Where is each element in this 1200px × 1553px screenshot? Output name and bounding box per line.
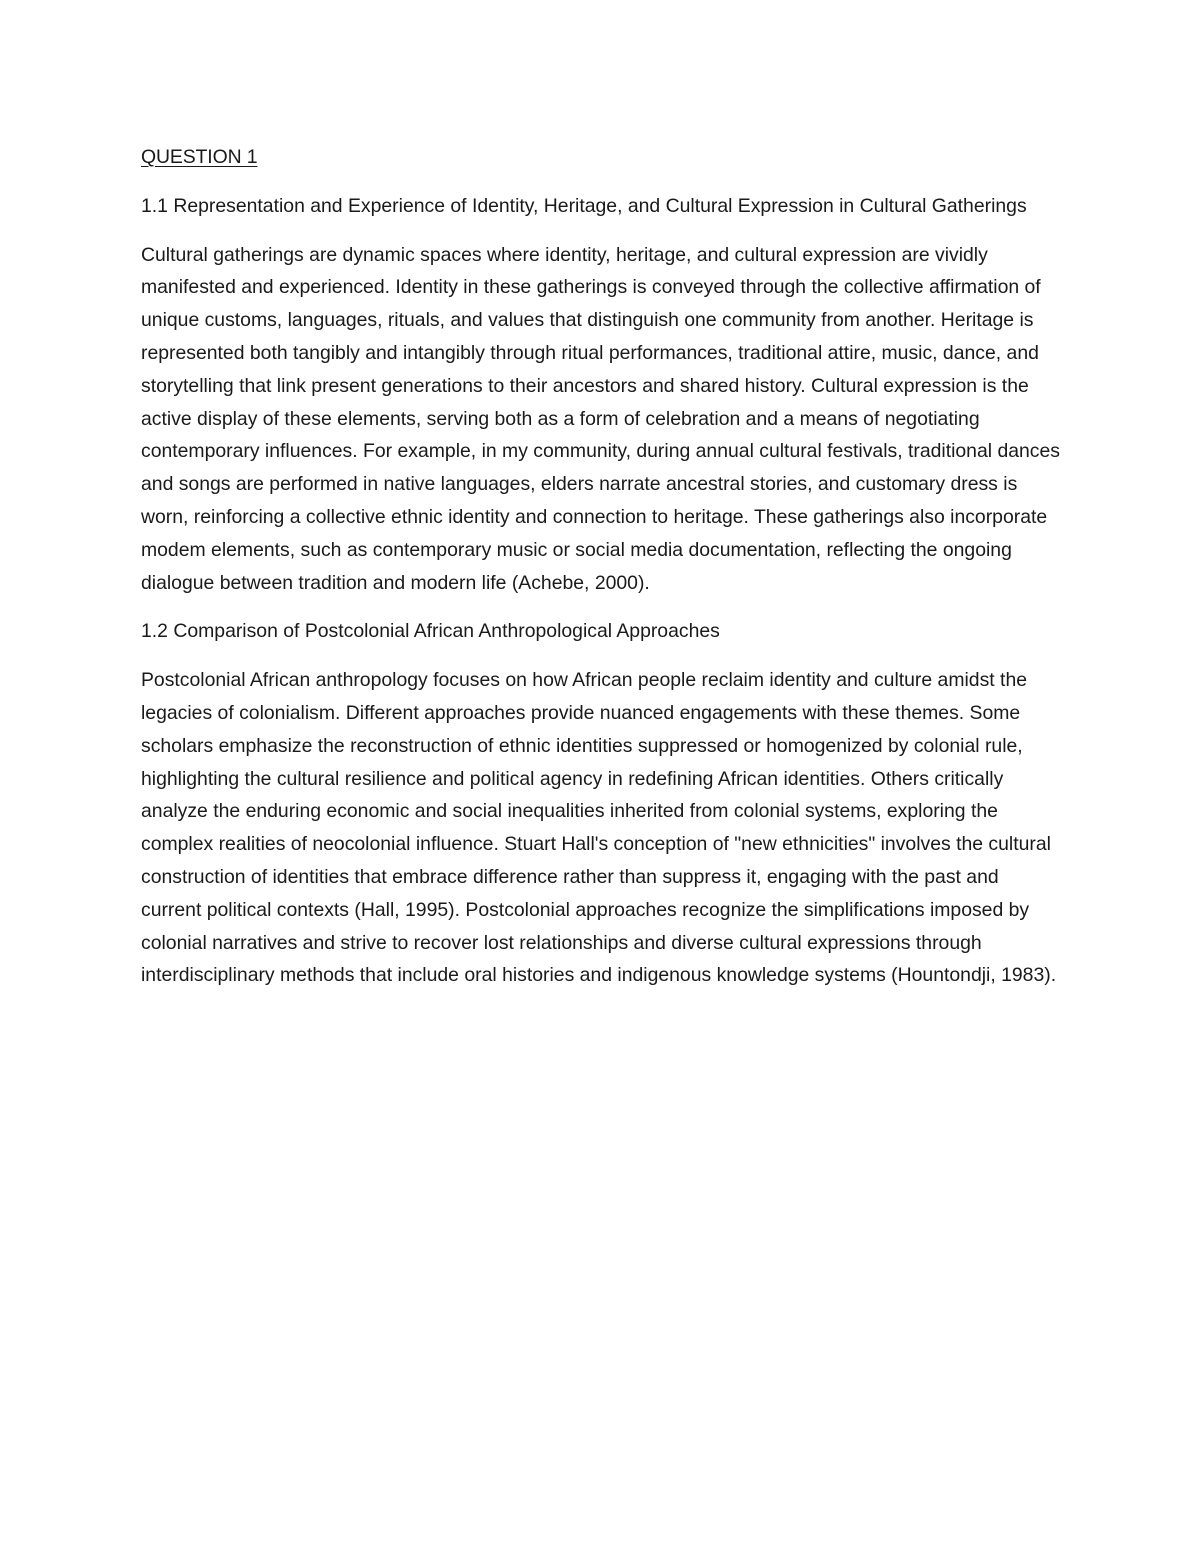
section-1-2-paragraph: Postcolonial African anthropology focuses on how African people reclaim identity and culture amidst the legacies of colonialism. Different approaches provide nuanced engagements with these themes. Some scholars emphasize the reconstruction of ethnic identities suppressed or homogenized by colonial rule, highlighting the cultural resilience and political agency in redefining African identities. Others critically analyze the enduring economic and social inequalities inherited from colonial systems, exploring the complex realities of neocolonial influence. Stuart Hall's conception of "new ethnicities" involves the cultural construction of identities that embrace difference rather than suppress it, engaging with the past and current political contexts (Hall, 1995). Postcolonial approaches recognize the simplifications imposed by colonial narratives and strive to recover lost relationships and diverse cultural expressions through interdisciplinary methods that include oral histories and indigenous knowledge systems (Hountondji, 1983). (141, 669, 1057, 987)
section-1-1-paragraph: Cultural gatherings are dynamic spaces where identity, heritage, and cultural expression are vividly manifested and experienced. Identity in these gatherings is conveyed through the collective affirmation of unique customs, languages, rituals, and values that distinguish one community from another. Heritage is represented both tangibly and intangibly through ritual performances, traditional attire, music, dance, and storytelling that link present generations to their ancestors and shared history. Cultural expression is the active display of these elements, serving both as a form of celebration and a means of negotiating contemporary influences. For example, in my community, during annual cultural festivals, traditional dances and songs are performed in native languages, elders narrate ancestral stories, and customary dress is worn, reinforcing a collective ethnic identity and connection to heritage. These gatherings also incorporate modem elements, such as contemporary music or social media documentation, reflecting the ongoing dialogue between tradition and modern life (Achebe, 2000). (141, 243, 1060, 594)
question-heading: QUESTION 1 (141, 146, 258, 168)
section-1-1-title: 1.1 Representation and Experience of Identity, Heritage, and Cultural Expression in Cultural Gatherings (141, 194, 1027, 217)
section-1-2-title: 1.2 Comparison of Postcolonial African Anthropological Approaches (141, 620, 720, 643)
document-body (141, 141, 1061, 1008)
